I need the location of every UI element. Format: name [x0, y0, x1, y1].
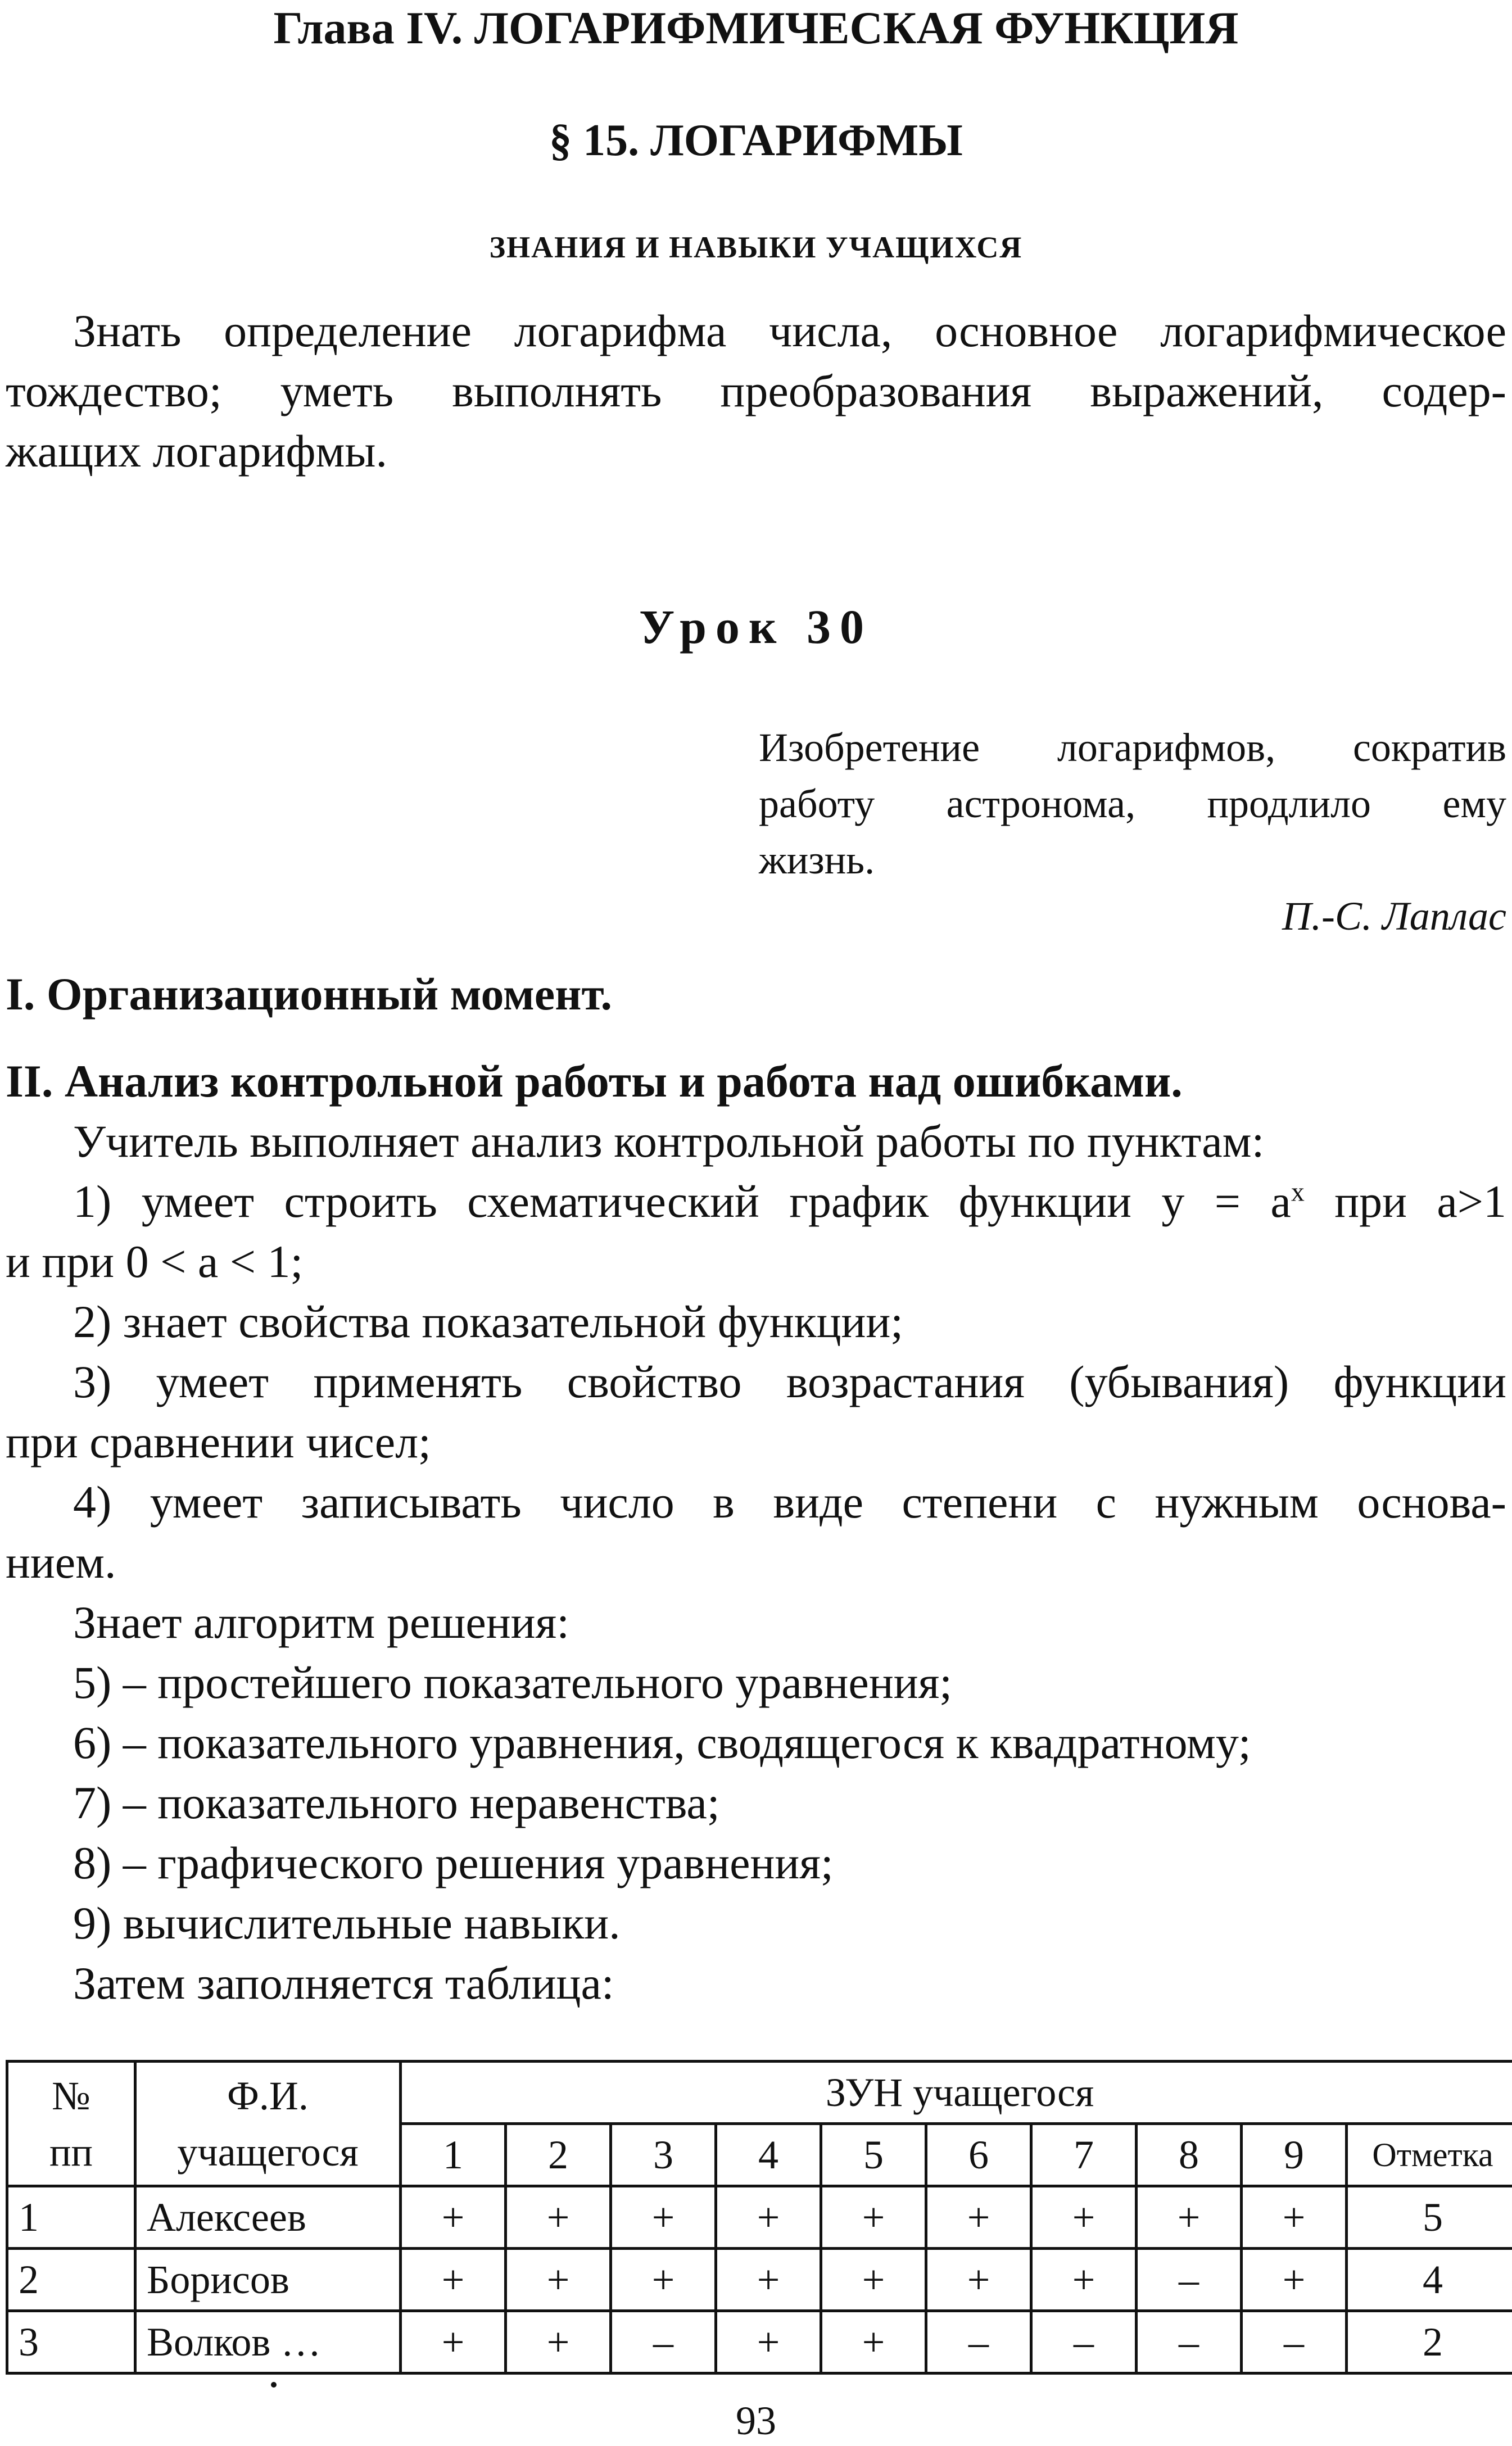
table-row	[7, 2249, 1512, 2311]
mark-cell: +	[821, 2249, 926, 2311]
row-name: Волков …	[135, 2311, 401, 2373]
item-1-line1: 1) умеет строить схематический график функции $у = а^х$ при а>1	[73, 1176, 1506, 1227]
epigraph-line: работу астронома, продлило ему	[759, 781, 1506, 826]
mark-cell: –	[926, 2311, 1031, 2373]
header-num: № пп	[7, 2062, 135, 2186]
item-9: 9) вычислительные навыки.	[73, 1897, 621, 1949]
table-header-row	[7, 2062, 1512, 2124]
mark-cell: +	[1137, 2186, 1242, 2249]
grade-cell: 4	[1347, 2249, 1512, 2311]
mark-cell: +	[716, 2249, 821, 2311]
mark-cell: –	[1242, 2311, 1347, 2373]
intro-line: тождество; уметь выполнять преобразования выражений, содер-	[6, 365, 1506, 416]
analysis-intro: Учитель выполняет анализ контрольной работы по пунктам:	[73, 1116, 1265, 1167]
intro-line: жащих логарифмы.	[6, 425, 388, 477]
subheader-cell: 6	[926, 2124, 1031, 2186]
mark-cell: +	[506, 2186, 611, 2249]
mark-cell: +	[611, 2186, 716, 2249]
item-3-line1: 3) умеет применять свойство возрастания (убывания) функции	[73, 1356, 1506, 1407]
epigraph-author: П.-С. Лаплас	[1282, 894, 1506, 939]
item-2: 2) знает свойства показательной функции;	[73, 1296, 904, 1347]
row-num: 1	[7, 2186, 135, 2249]
item-7: 7) – показательного неравенства;	[73, 1777, 720, 1828]
subheader-cell: 5	[821, 2124, 926, 2186]
stray-dot	[271, 2382, 277, 2388]
algorithm-intro: Знает алгоритм решения:	[73, 1597, 570, 1648]
item-6: 6) – показательного уравнения, сводящегося к квадратному;	[73, 1717, 1251, 1768]
mark-cell: +	[1031, 2186, 1137, 2249]
mark-cell: +	[926, 2186, 1031, 2249]
item-4-line2: нием.	[6, 1537, 116, 1588]
mark-cell: +	[821, 2186, 926, 2249]
item-1-line2: и при 0 < а < 1;	[6, 1236, 304, 1287]
table-row	[7, 2311, 1512, 2373]
mark-cell: –	[611, 2311, 716, 2373]
grade-cell: 5	[1347, 2186, 1512, 2249]
mark-cell: +	[506, 2311, 611, 2373]
mark-cell: +	[926, 2249, 1031, 2311]
row-num: 3	[7, 2311, 135, 2373]
intro-paragraph	[6, 301, 1506, 481]
row-name: Борисов	[135, 2249, 401, 2311]
chapter-title: Глава IV. ЛОГАРИФМИЧЕСКАЯ ФУНКЦИЯ	[273, 2, 1239, 53]
mark-cell: +	[716, 2311, 821, 2373]
page-number: 93	[736, 2398, 776, 2443]
table-intro: Затем заполняется таблица:	[73, 1958, 614, 2009]
mark-cell: +	[1242, 2249, 1347, 2311]
header-zun: ЗУН учащегося	[401, 2062, 1512, 2124]
subheader-cell: 7	[1031, 2124, 1137, 2186]
row-num: 2	[7, 2249, 135, 2311]
subheader-cell: 8	[1137, 2124, 1242, 2186]
epigraph-line: жизнь.	[759, 837, 875, 882]
mark-cell: –	[1137, 2311, 1242, 2373]
mark-cell: +	[716, 2186, 821, 2249]
mark-cell: +	[401, 2249, 506, 2311]
zun-table	[6, 2060, 1512, 2375]
intro-line: Знать определение логарифма числа, основное логарифмическое	[73, 305, 1506, 356]
analysis-list	[6, 1111, 1506, 2013]
subheader-grade: Отметка	[1347, 2124, 1512, 2186]
part1-heading: I. Организационный момент.	[6, 968, 613, 1020]
subheader-cell: 4	[716, 2124, 821, 2186]
grade-cell: 2	[1347, 2311, 1512, 2373]
mark-cell: +	[506, 2249, 611, 2311]
section-title: § 15. ЛОГАРИФМЫ	[549, 116, 963, 165]
mark-cell: +	[401, 2311, 506, 2373]
mark-cell: +	[821, 2311, 926, 2373]
epigraph	[759, 719, 1506, 888]
subheader-cell: 1	[401, 2124, 506, 2186]
item-3-line2: при сравнении чисел;	[6, 1416, 431, 1467]
mark-cell: –	[1031, 2311, 1137, 2373]
mark-cell: +	[1031, 2249, 1137, 2311]
item-5: 5) – простейшего показательного уравнения;	[73, 1657, 953, 1708]
epigraph-line: Изобретение логарифмов, сократив	[759, 725, 1506, 770]
mark-cell: –	[1137, 2249, 1242, 2311]
exponent-x: х	[1291, 1177, 1305, 1207]
part2-heading: II. Анализ контрольной работы и работа над ошибками.	[6, 1056, 1183, 1107]
table-row	[7, 2186, 1512, 2249]
item-8: 8) – графического решения уравнения;	[73, 1837, 834, 1888]
row-name: Алексеев	[135, 2186, 401, 2249]
subheader-cell: 3	[611, 2124, 716, 2186]
mark-cell: +	[1242, 2186, 1347, 2249]
lesson-title: Урок 30	[639, 600, 873, 654]
mark-cell: +	[611, 2249, 716, 2311]
subsection-title: ЗНАНИЯ И НАВЫКИ УЧАЩИХСЯ	[489, 230, 1023, 264]
header-name: Ф.И. учащегося	[135, 2062, 401, 2186]
mark-cell: +	[401, 2186, 506, 2249]
subheader-cell: 2	[506, 2124, 611, 2186]
subheader-cell: 9	[1242, 2124, 1347, 2186]
item-4-line1: 4) умеет записывать число в виде степени с нужным основа-	[73, 1476, 1506, 1528]
